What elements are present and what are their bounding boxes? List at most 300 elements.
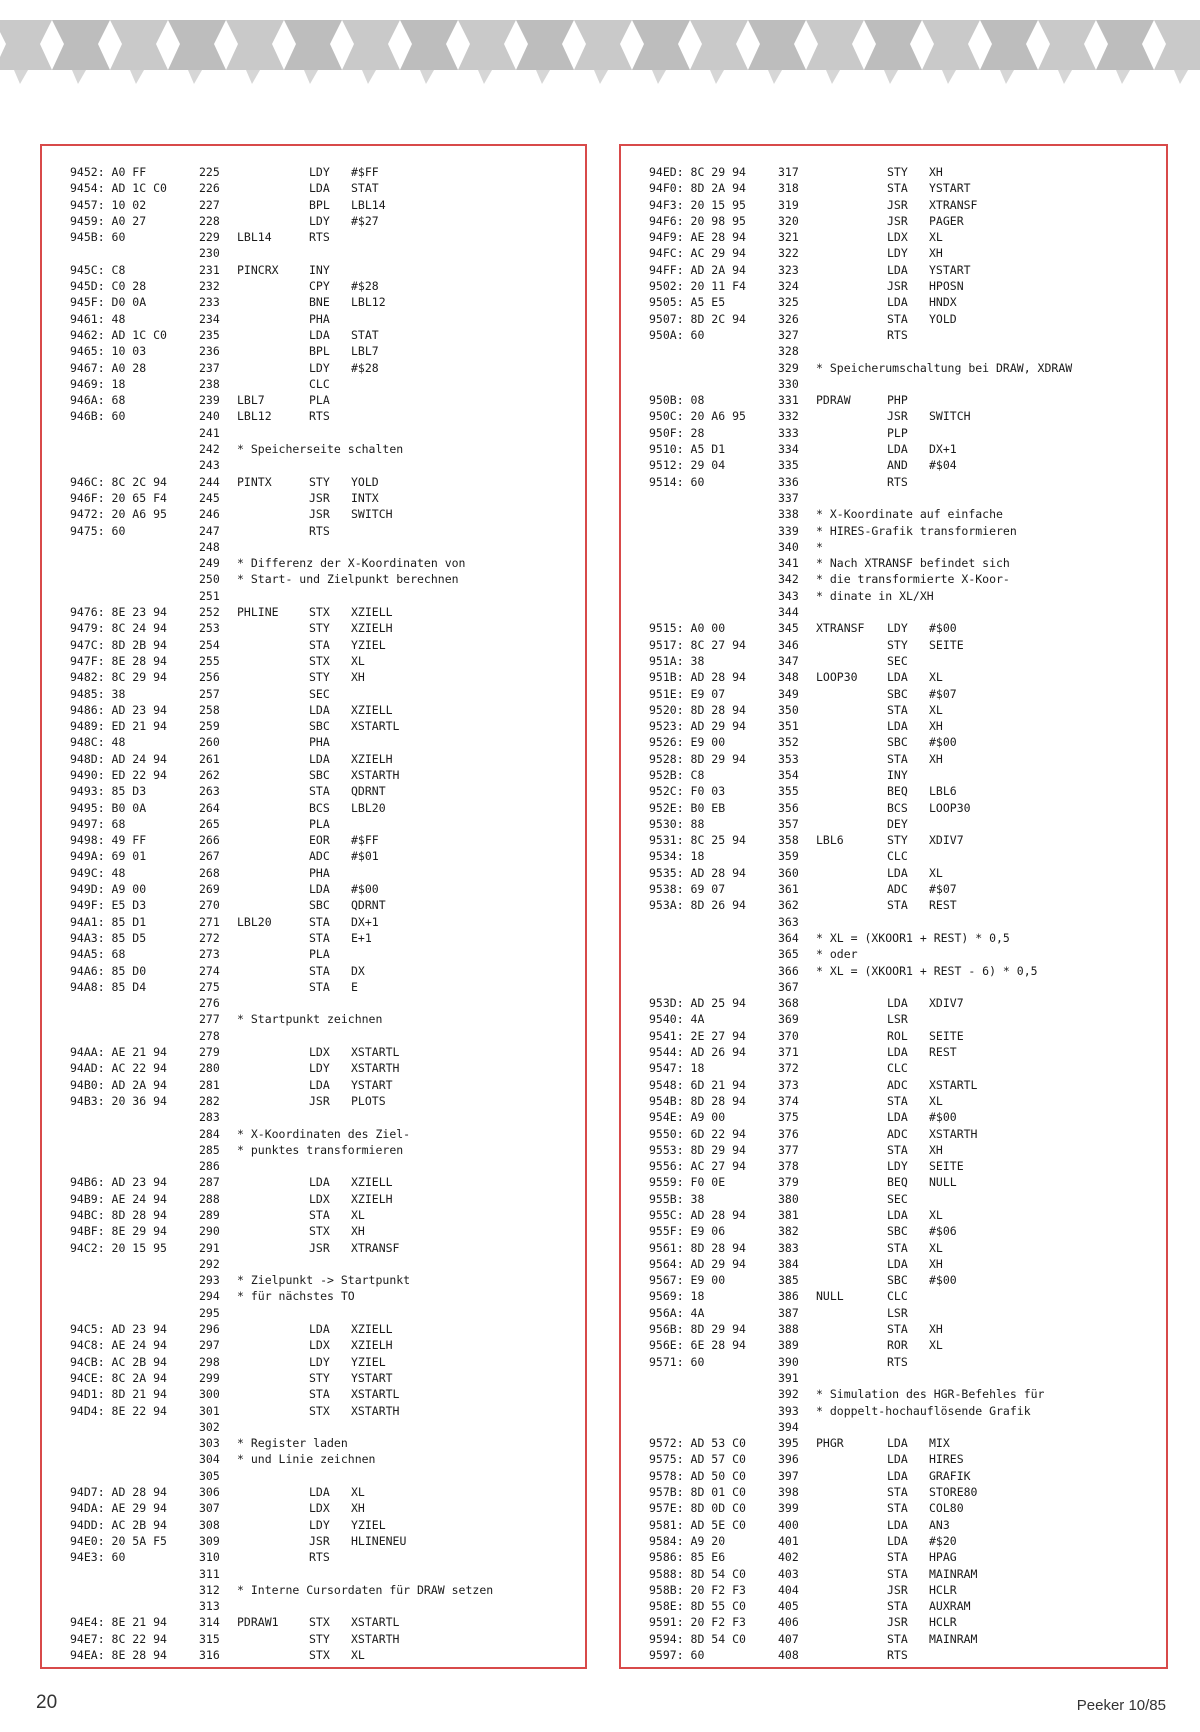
code-line xyxy=(621,1256,1166,1272)
line-number: 341 xyxy=(778,556,799,571)
banner-chevron xyxy=(1154,20,1200,70)
code-line xyxy=(621,1517,1166,1533)
code-line xyxy=(621,1566,1166,1582)
code-comment: * XL = (XKOOR1 + REST) * 0,5 xyxy=(816,930,1010,945)
operand: INTX xyxy=(351,490,379,505)
operand: HPOSN xyxy=(929,279,964,294)
code-line xyxy=(621,1614,1166,1630)
opcode: JSR xyxy=(887,1582,908,1597)
code-line xyxy=(42,1354,585,1370)
code-line xyxy=(621,783,1166,799)
opcode: ADC xyxy=(887,1126,908,1141)
code-line xyxy=(42,881,585,897)
operand: E xyxy=(351,979,358,994)
address-bytes: 94F6: 20 98 95 xyxy=(649,213,746,228)
code-line xyxy=(621,425,1166,441)
code-line xyxy=(42,1044,585,1060)
line-number: 309 xyxy=(199,1533,220,1548)
opcode: LDA xyxy=(887,262,908,277)
code-line xyxy=(621,197,1166,213)
line-number: 283 xyxy=(199,1110,220,1125)
code-line xyxy=(42,376,585,392)
operand: XL xyxy=(351,1485,365,1500)
opcode: JSR xyxy=(309,1240,330,1255)
code-comment: * Speicherumschaltung bei DRAW, XDRAW xyxy=(816,360,1073,375)
operand: #$FF xyxy=(351,165,379,179)
address-bytes: 9498: 49 FF xyxy=(70,833,147,848)
line-number: 232 xyxy=(199,279,220,294)
code-line xyxy=(621,1158,1166,1174)
line-number: 344 xyxy=(778,605,799,620)
code-line xyxy=(42,1288,585,1304)
address-bytes: 9531: 8C 25 94 xyxy=(649,833,746,848)
code-line xyxy=(42,1305,585,1321)
banner-chevron xyxy=(980,20,1038,70)
banner-chevron xyxy=(1038,20,1096,70)
banner-chevron xyxy=(168,20,226,70)
operand: XL xyxy=(929,230,943,245)
code-line xyxy=(42,718,585,734)
code-comment: * für nächstes TO xyxy=(237,1289,355,1304)
opcode: STA xyxy=(887,1485,908,1500)
line-number: 348 xyxy=(778,670,799,685)
operand: GRAFIK xyxy=(929,1468,971,1483)
line-number: 263 xyxy=(199,784,220,799)
operand: XZIELL xyxy=(351,605,393,620)
address-bytes: 9485: 38 xyxy=(70,686,126,701)
address-bytes: 94DA: AE 29 94 xyxy=(70,1501,167,1516)
address-bytes: 947F: 8E 28 94 xyxy=(70,653,167,668)
opcode: LDA xyxy=(887,865,908,880)
code-line xyxy=(42,1435,585,1451)
code-line xyxy=(42,620,585,636)
opcode: LDA xyxy=(887,442,908,457)
address-bytes: 9534: 18 xyxy=(649,849,705,864)
line-number: 325 xyxy=(778,295,799,310)
line-number: 298 xyxy=(199,1354,220,1369)
address-bytes: 9540: 4A xyxy=(649,1012,705,1027)
code-comment: * Register laden xyxy=(237,1436,348,1451)
operand: AUXRAM xyxy=(929,1599,971,1614)
address-bytes: 9482: 8C 29 94 xyxy=(70,670,167,685)
operand: LBL20 xyxy=(351,800,386,815)
opcode: CLC xyxy=(887,1289,908,1304)
address-bytes: 9517: 8C 27 94 xyxy=(649,637,746,652)
operand: XH xyxy=(929,1142,943,1157)
line-number: 340 xyxy=(778,539,799,554)
address-bytes: 9572: AD 53 C0 xyxy=(649,1436,746,1451)
banner-chevron xyxy=(400,20,458,70)
opcode: LDA xyxy=(887,1110,908,1125)
line-number: 237 xyxy=(199,360,220,375)
code-line xyxy=(42,245,585,261)
address-bytes: 94D1: 8D 21 94 xyxy=(70,1387,167,1402)
line-number: 380 xyxy=(778,1191,799,1206)
opcode: ADC xyxy=(887,1077,908,1092)
line-number: 226 xyxy=(199,181,220,196)
opcode: STA xyxy=(309,1208,330,1222)
line-number: 383 xyxy=(778,1240,799,1255)
address-bytes: 957B: 8D 01 C0 xyxy=(649,1485,746,1500)
opcode: STX xyxy=(309,1224,330,1239)
operand: #$04 xyxy=(929,458,957,473)
line-number: 398 xyxy=(778,1485,799,1500)
operand: XSTARTH xyxy=(351,1061,400,1076)
code-line xyxy=(621,1109,1166,1125)
address-bytes: 9515: A0 00 xyxy=(649,621,726,636)
operand: STAT xyxy=(351,181,379,196)
line-number: 335 xyxy=(778,458,799,473)
code-line xyxy=(621,1321,1166,1337)
opcode: STA xyxy=(887,1093,908,1108)
opcode: STX xyxy=(309,1615,330,1630)
address-bytes: 94CB: AC 2B 94 xyxy=(70,1354,167,1369)
address-bytes: 945C: C8 xyxy=(70,262,126,277)
line-number: 273 xyxy=(199,947,220,962)
code-line xyxy=(42,213,585,229)
code-line xyxy=(621,1305,1166,1321)
code-line xyxy=(621,751,1166,767)
line-number: 403 xyxy=(778,1566,799,1581)
line-number: 401 xyxy=(778,1533,799,1548)
line-number: 228 xyxy=(199,213,220,228)
address-bytes: 9489: ED 21 94 xyxy=(70,719,167,734)
address-bytes: 956E: 6E 28 94 xyxy=(649,1338,746,1353)
address-bytes: 94E4: 8E 21 94 xyxy=(70,1615,167,1630)
line-number: 382 xyxy=(778,1224,799,1239)
line-number: 379 xyxy=(778,1175,799,1190)
code-line xyxy=(621,1044,1166,1060)
opcode: SBC xyxy=(309,898,330,913)
code-line xyxy=(42,1647,585,1663)
operand: XTRANSF xyxy=(351,1240,400,1255)
line-number: 260 xyxy=(199,735,220,750)
opcode: PLA xyxy=(309,393,330,408)
opcode: RTS xyxy=(309,1550,330,1565)
opcode: LDA xyxy=(887,1517,908,1532)
opcode: STA xyxy=(887,1322,908,1337)
banner-notch xyxy=(942,70,956,84)
code-label: LBL20 xyxy=(237,914,272,929)
address-bytes: 94D7: AD 28 94 xyxy=(70,1485,167,1500)
code-label: LBL14 xyxy=(237,230,272,245)
code-line xyxy=(621,1240,1166,1256)
code-line xyxy=(42,979,585,995)
opcode: BEQ xyxy=(887,784,908,799)
code-listing-left xyxy=(42,164,585,1663)
address-bytes: 9541: 2E 27 94 xyxy=(649,1028,746,1043)
code-line xyxy=(621,571,1166,587)
code-line xyxy=(621,278,1166,294)
code-line xyxy=(621,213,1166,229)
opcode: CLC xyxy=(887,1061,908,1076)
code-line xyxy=(42,832,585,848)
opcode: LDA xyxy=(887,1533,908,1548)
line-number: 334 xyxy=(778,442,799,457)
line-number: 342 xyxy=(778,572,799,587)
code-comment: * doppelt-hochauflösende Grafik xyxy=(816,1403,1031,1418)
opcode: JSR xyxy=(309,1533,330,1548)
address-bytes: 9469: 18 xyxy=(70,376,126,391)
opcode: LDA xyxy=(887,1256,908,1271)
code-label: PDRAW xyxy=(816,393,851,408)
line-number: 363 xyxy=(778,914,799,929)
address-bytes: 951E: E9 07 xyxy=(649,686,726,701)
line-number: 248 xyxy=(199,539,220,554)
opcode: BPL xyxy=(309,344,330,359)
opcode: JSR xyxy=(887,213,908,228)
code-line xyxy=(621,979,1166,995)
opcode: RTS xyxy=(887,327,908,342)
opcode: STX xyxy=(309,1403,330,1418)
code-line xyxy=(42,555,585,571)
code-line xyxy=(42,1109,585,1125)
operand: XH xyxy=(929,246,943,261)
code-line xyxy=(42,1468,585,1484)
code-line xyxy=(621,1500,1166,1516)
operand: XL xyxy=(929,1240,943,1255)
code-line xyxy=(42,669,585,685)
line-number: 314 xyxy=(199,1615,220,1630)
code-line xyxy=(621,164,1166,180)
code-line xyxy=(621,1174,1166,1190)
operand: #$00 xyxy=(351,882,379,897)
operand: SEITE xyxy=(929,637,964,652)
opcode: LDA xyxy=(309,1077,330,1092)
operand: XSTARTL xyxy=(351,1045,400,1060)
address-bytes: 958E: 8D 55 C0 xyxy=(649,1599,746,1614)
operand: LOOP30 xyxy=(929,800,971,815)
opcode: PHA xyxy=(309,735,330,750)
address-bytes: 9479: 8C 24 94 xyxy=(70,621,167,636)
operand: YSTART xyxy=(351,1370,393,1385)
address-bytes: 949F: E5 D3 xyxy=(70,898,147,913)
banner-chevron xyxy=(632,20,690,70)
code-line xyxy=(621,1223,1166,1239)
address-bytes: 9514: 60 xyxy=(649,474,705,489)
operand: XL xyxy=(351,1648,365,1663)
line-number: 333 xyxy=(778,425,799,440)
line-number: 346 xyxy=(778,637,799,652)
line-number: 291 xyxy=(199,1240,220,1255)
opcode: LDA xyxy=(887,1045,908,1060)
address-bytes: 94B0: AD 2A 94 xyxy=(70,1077,167,1092)
line-number: 275 xyxy=(199,979,220,994)
opcode: LDY xyxy=(887,1159,908,1174)
opcode: RTS xyxy=(309,523,330,538)
code-line xyxy=(621,311,1166,327)
code-comment: * die transformierte X-Koor- xyxy=(816,572,1010,587)
address-bytes: 9457: 10 02 xyxy=(70,197,147,212)
operand: SWITCH xyxy=(351,507,393,522)
opcode: SEC xyxy=(887,1191,908,1206)
operand: XL xyxy=(351,1208,365,1222)
code-comment: * Startpunkt zeichnen xyxy=(237,1012,383,1027)
address-bytes: 950C: 20 A6 95 xyxy=(649,409,746,424)
opcode: RTS xyxy=(887,474,908,489)
code-line xyxy=(621,1288,1166,1304)
code-line xyxy=(42,457,585,473)
line-number: 294 xyxy=(199,1289,220,1304)
line-number: 402 xyxy=(778,1550,799,1565)
address-bytes: 94E3: 60 xyxy=(70,1550,126,1565)
operand: PLOTS xyxy=(351,1093,386,1108)
code-line xyxy=(42,963,585,979)
code-line xyxy=(621,1354,1166,1370)
address-bytes: 949C: 48 xyxy=(70,865,126,880)
address-bytes: 950B: 08 xyxy=(649,393,705,408)
code-line xyxy=(42,1240,585,1256)
banner-chevron xyxy=(110,20,168,70)
code-comment: * HIRES-Grafik transformieren xyxy=(816,523,1017,538)
operand: HLINENEU xyxy=(351,1533,407,1548)
code-label: PINTX xyxy=(237,474,272,489)
opcode: BCS xyxy=(887,800,908,815)
line-number: 367 xyxy=(778,979,799,994)
address-bytes: 9490: ED 22 94 xyxy=(70,767,167,782)
opcode: ADC xyxy=(887,882,908,897)
code-line xyxy=(42,539,585,555)
line-number: 345 xyxy=(778,621,799,636)
line-number: 230 xyxy=(199,246,220,261)
address-bytes: 9556: AC 27 94 xyxy=(649,1159,746,1174)
code-line xyxy=(42,686,585,702)
address-bytes: 94C2: 20 15 95 xyxy=(70,1240,167,1255)
address-bytes: 948D: AD 24 94 xyxy=(70,751,167,766)
code-line xyxy=(621,1582,1166,1598)
opcode: JSR xyxy=(887,1615,908,1630)
opcode: STX xyxy=(309,605,330,620)
code-line xyxy=(42,1272,585,1288)
code-label: LBL7 xyxy=(237,393,265,408)
line-number: 304 xyxy=(199,1452,220,1467)
opcode: SBC xyxy=(887,735,908,750)
line-number: 385 xyxy=(778,1273,799,1288)
code-listing-right xyxy=(621,164,1166,1663)
line-number: 393 xyxy=(778,1403,799,1418)
operand: #$07 xyxy=(929,686,957,701)
operand: QDRNT xyxy=(351,784,386,799)
code-line xyxy=(42,637,585,653)
opcode: LDY xyxy=(309,213,330,228)
address-bytes: 9591: 20 F2 F3 xyxy=(649,1615,746,1630)
address-bytes: 94FF: AD 2A 94 xyxy=(649,262,746,277)
opcode: JSR xyxy=(887,197,908,212)
opcode: LDA xyxy=(309,751,330,766)
code-line xyxy=(42,800,585,816)
code-line xyxy=(42,229,585,245)
line-number: 307 xyxy=(199,1501,220,1516)
code-line xyxy=(42,1614,585,1630)
line-number: 349 xyxy=(778,686,799,701)
code-line xyxy=(621,718,1166,734)
line-number: 373 xyxy=(778,1077,799,1092)
operand: XSTARTH xyxy=(351,767,400,782)
line-number: 302 xyxy=(199,1419,220,1434)
line-number: 265 xyxy=(199,816,220,831)
line-number: 305 xyxy=(199,1468,220,1483)
opcode: STA xyxy=(887,311,908,326)
banner-notch xyxy=(246,70,260,84)
line-number: 396 xyxy=(778,1452,799,1467)
banner-chevron xyxy=(342,20,400,70)
address-bytes: 948C: 48 xyxy=(70,735,126,750)
operand: XH xyxy=(929,751,943,766)
code-line xyxy=(621,1533,1166,1549)
address-bytes: 9561: 8D 28 94 xyxy=(649,1240,746,1255)
code-line xyxy=(42,1321,585,1337)
code-line xyxy=(621,963,1166,979)
operand: #$00 xyxy=(929,1273,957,1288)
opcode: SBC xyxy=(887,1273,908,1288)
code-line xyxy=(42,914,585,930)
opcode: STA xyxy=(309,637,330,652)
code-line xyxy=(621,1093,1166,1109)
line-number: 274 xyxy=(199,963,220,978)
operand: XZIELL xyxy=(351,1322,393,1337)
line-number: 257 xyxy=(199,686,220,701)
opcode: RTS xyxy=(887,1648,908,1663)
code-line xyxy=(621,620,1166,636)
opcode: STX xyxy=(309,653,330,668)
address-bytes: 94AD: AC 22 94 xyxy=(70,1061,167,1076)
code-line xyxy=(621,1011,1166,1027)
code-line xyxy=(42,946,585,962)
operand: LBL7 xyxy=(351,344,379,359)
opcode: STA xyxy=(309,784,330,799)
line-number: 337 xyxy=(778,490,799,505)
address-bytes: 94B6: AD 23 94 xyxy=(70,1175,167,1190)
operand: HNDX xyxy=(929,295,957,310)
line-number: 406 xyxy=(778,1615,799,1630)
code-line xyxy=(42,865,585,881)
banner-chevron xyxy=(748,20,806,70)
code-line xyxy=(621,1451,1166,1467)
opcode: STA xyxy=(887,898,908,913)
code-line xyxy=(621,604,1166,620)
operand: #$07 xyxy=(929,882,957,897)
operand: XH xyxy=(929,165,943,179)
opcode: JSR xyxy=(309,507,330,522)
line-number: 246 xyxy=(199,507,220,522)
address-bytes: 9462: AD 1C C0 xyxy=(70,327,167,342)
opcode: INY xyxy=(887,767,908,782)
address-bytes: 949D: A9 00 xyxy=(70,882,147,897)
address-bytes: 950A: 60 xyxy=(649,327,705,342)
banner-notch xyxy=(362,70,376,84)
address-bytes: 9569: 18 xyxy=(649,1289,705,1304)
line-number: 394 xyxy=(778,1419,799,1434)
address-bytes: 9465: 10 03 xyxy=(70,344,147,359)
line-number: 250 xyxy=(199,572,220,587)
code-line xyxy=(42,702,585,718)
code-line xyxy=(42,262,585,278)
code-line xyxy=(42,1549,585,1565)
operand: XH xyxy=(929,1322,943,1337)
address-bytes: 954B: 8D 28 94 xyxy=(649,1093,746,1108)
address-bytes: 947C: 8D 2B 94 xyxy=(70,637,167,652)
banner-notch xyxy=(478,70,492,84)
operand: XSTARTH xyxy=(351,1631,400,1646)
opcode: STA xyxy=(887,1550,908,1565)
code-line xyxy=(621,1631,1166,1647)
address-bytes: 94A1: 85 D1 xyxy=(70,914,147,929)
code-line xyxy=(42,930,585,946)
line-number: 327 xyxy=(778,327,799,342)
code-comment: * Differenz der X-Koordinaten von xyxy=(237,556,466,571)
page-number: 20 xyxy=(36,1692,58,1713)
line-number: 284 xyxy=(199,1126,220,1141)
